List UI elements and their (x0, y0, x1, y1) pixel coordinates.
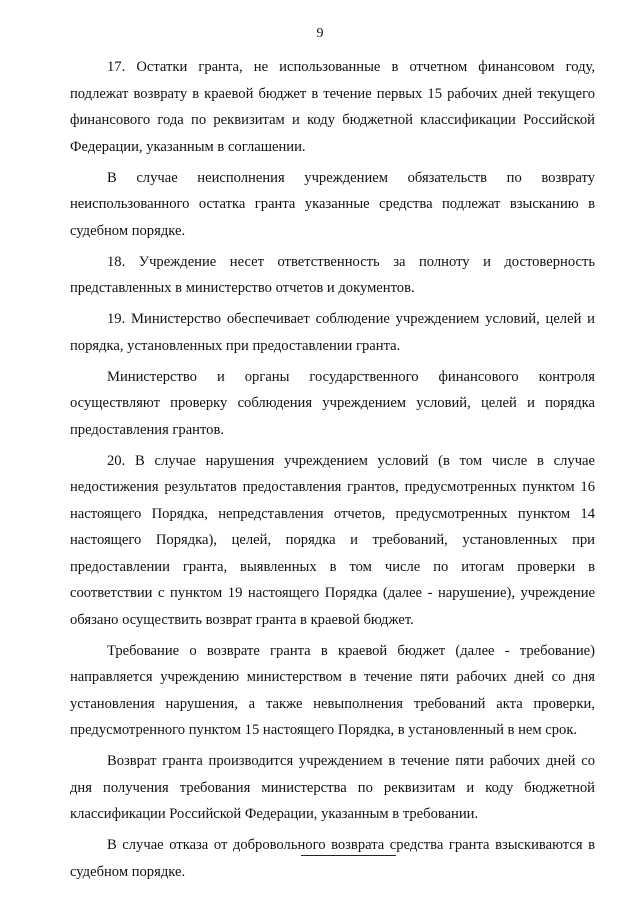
end-of-document-rule (301, 855, 396, 856)
paragraph-20-refusal: В случае отказа от добровольного возврата средства гранта взыскиваются в судебном порядке. (70, 837, 595, 880)
paragraph-18: 18. Учреждение несет ответственность за полноту и достоверность представленных в министерство отчетов и документов. (70, 253, 595, 296)
paragraph-19: 19. Министерство обеспечивает соблюдение учреждением условий, целей и порядка, установленных при предоставлении гранта. (70, 311, 595, 354)
paragraph-17: 17. Остатки гранта, не использованные в отчетном финансовом году, подлежат возврату в краевой бюджет в течение первых 15 рабочих дней текущего финансового года по реквизитам и коду бюджетной классификации Российской Федерации, указанным в соглашении. (70, 59, 595, 155)
document-body (70, 54, 595, 890)
paragraph-20-requirement: Требование о возврате гранта в краевой бюджет (далее - требование) направляется учреждению министерством в течение пяти рабочих дней со дня установления нарушения, а также невыполнения требований акта проверки, предусмотренного пунктом 15 настоящего Порядка, в установленный в нем срок. (70, 642, 595, 738)
paragraph-19-control: Министерство и органы государственного финансового контроля осуществляют проверку соблюдения учреждением условий, целей и порядка предоставления грантов. (70, 368, 595, 438)
paragraph-20-refund: Возврат гранта производится учреждением в течение пяти рабочих дней со дня получения требования министерства по реквизитам и коду бюджетной классификации Российской Федерации, указанным в требовании. (70, 753, 595, 822)
page-number: 9 (316, 26, 324, 41)
paragraph-20: 20. В случае нарушения учреждением условий (в том числе в случае недостижения результатов предоставления грантов, предусмотренных пунктом 16 настоящего Порядка, непредставления отчетов, предусмотренных пунктом 14 настоящего Порядка), целей, порядка и требований, установленных при предоставлении гранта, выявленных в том числе по итогам проверки в соответствии с пунктом 19 настоящего Порядка (далее - нарушение), учреждение обязано осуществить возврат гранта в краевой бюджет. (70, 452, 595, 628)
paragraph-17-nonfulfilment: В случае неисполнения учреждением обязательств по возврату неиспользованного остатка гранта указанные средства подлежат взысканию в судебном порядке. (70, 169, 595, 239)
